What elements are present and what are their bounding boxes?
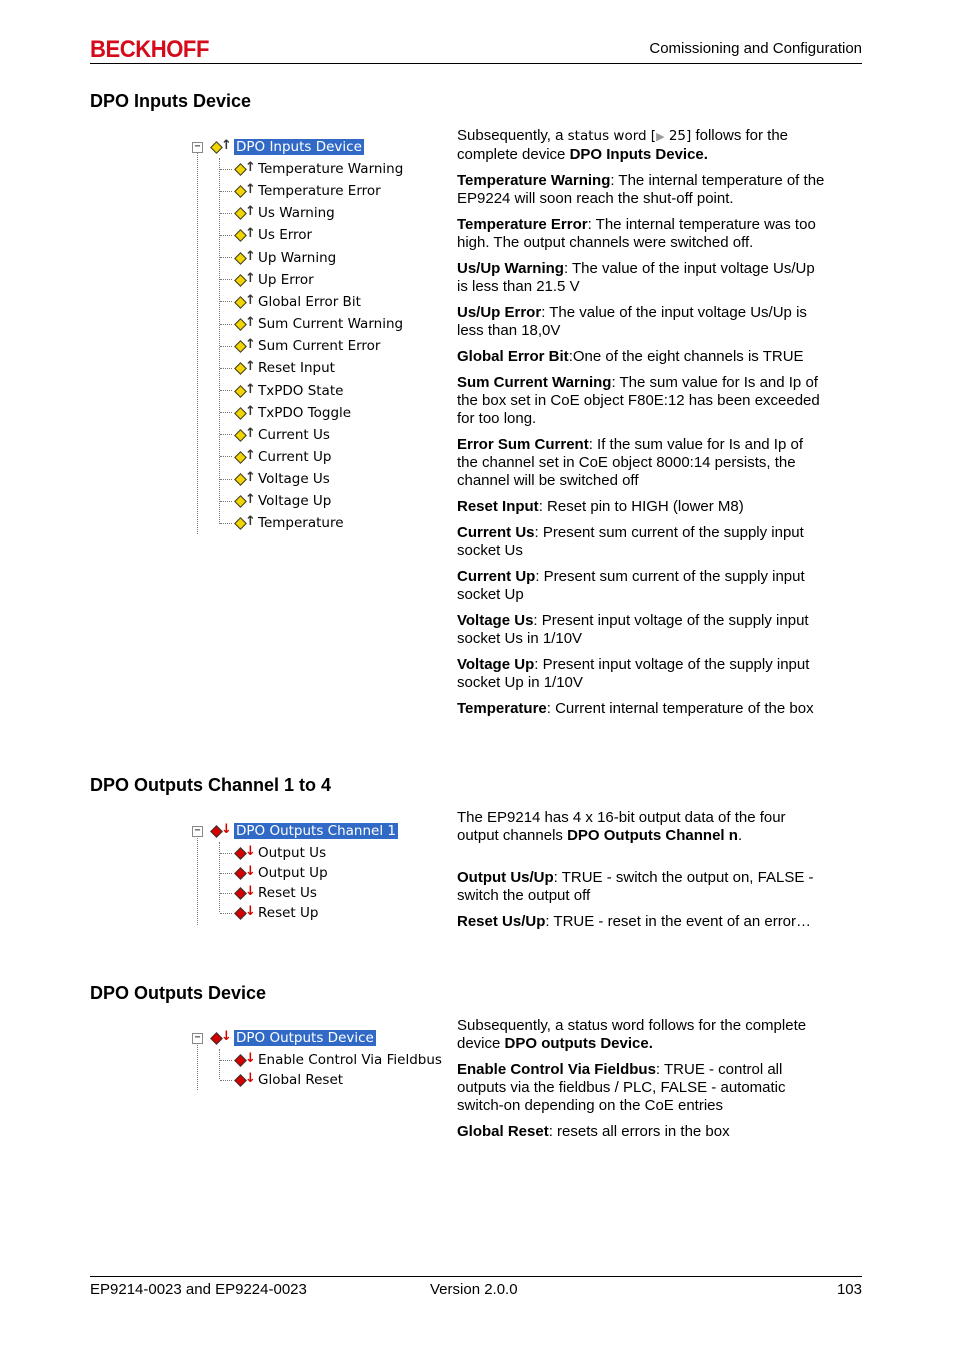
tree-item-label: Temperature Error bbox=[258, 183, 381, 200]
description-text: : If the sum value for Is and Ip of the channel set in CoE object 8000:14 persists, the channel will be switched off bbox=[457, 436, 803, 489]
tree-item-label: Us Warning bbox=[258, 205, 335, 222]
tree-item[interactable] bbox=[220, 203, 335, 223]
input-variable-icon: ↑ bbox=[234, 272, 256, 288]
tree-root-outputs[interactable] bbox=[210, 1028, 376, 1048]
tree-item-label: Enable Control Via Fieldbus bbox=[258, 1052, 442, 1068]
description-text: : resets all errors in the box bbox=[548, 1123, 730, 1140]
description-term: Voltage Us bbox=[457, 612, 534, 629]
tree-connector bbox=[220, 479, 232, 480]
description-term: Temperature Warning bbox=[457, 172, 611, 189]
status-word-link[interactable]: status word bbox=[567, 128, 647, 144]
tree-item-label: TxPDO Toggle bbox=[258, 404, 352, 421]
description-term: Output Us/Up bbox=[457, 869, 554, 886]
description-outputs bbox=[457, 1017, 827, 1149]
description-paragraph bbox=[457, 568, 827, 604]
link-arrow-icon: ▶ bbox=[656, 130, 665, 143]
tree-connector bbox=[220, 412, 232, 413]
description-paragraph bbox=[457, 348, 827, 366]
tree-item-label: Up Error bbox=[258, 271, 314, 288]
input-variable-icon: ↑ bbox=[234, 227, 256, 243]
tree-item[interactable] bbox=[220, 469, 330, 489]
input-variable-icon: ↑ bbox=[234, 338, 256, 354]
tree-item[interactable] bbox=[220, 381, 343, 401]
description-text: : TRUE - control all outputs via the fieldbus / PLC, FALSE - automatic switch-on depending on the CoE entries bbox=[457, 1061, 786, 1114]
description-paragraph bbox=[457, 498, 827, 516]
tree-item[interactable] bbox=[220, 903, 318, 923]
tree-item-label: Output Us bbox=[258, 845, 327, 861]
tree-item-label: Global Reset bbox=[258, 1072, 344, 1088]
output-variable-icon: ↓ bbox=[234, 885, 256, 901]
description-text: : Present input voltage of the supply input socket Up in 1/10V bbox=[457, 656, 810, 691]
output-variable-icon: ↓ bbox=[210, 1030, 232, 1046]
description-paragraph bbox=[457, 524, 827, 560]
tree-item-label: Current Up bbox=[258, 448, 332, 465]
section-heading-channel: DPO Outputs Channel 1 to 4 bbox=[90, 775, 332, 795]
description-inputs bbox=[457, 127, 827, 726]
intro-paragraph: Subsequently, a status word [▶ 25] follows for the complete device DPO Inputs Device. bbox=[457, 127, 789, 163]
tree-connector bbox=[220, 213, 232, 214]
input-variable-icon: ↑ bbox=[234, 471, 256, 487]
description-term: Global Reset bbox=[457, 1123, 549, 1140]
description-term: Error Sum Current bbox=[457, 436, 589, 453]
tree-root-inputs[interactable] bbox=[210, 137, 364, 157]
tree-item[interactable] bbox=[220, 883, 317, 903]
tree-item-label: Temperature Warning bbox=[258, 161, 404, 177]
description-paragraph bbox=[457, 1061, 827, 1115]
tree-item-label: Us Error bbox=[258, 227, 313, 244]
tree-connector bbox=[197, 835, 198, 925]
description-text: :One of the eight channels is TRUE bbox=[568, 348, 804, 365]
description-text: : The sum value for Is and Ip of the box set in CoE object F80E:12 has been exceeded for too long. bbox=[457, 374, 820, 427]
tree-item-label: TxPDO State bbox=[258, 382, 344, 399]
tree-item-label: Reset Us bbox=[258, 885, 317, 901]
tree-connector bbox=[220, 873, 232, 874]
description-paragraph bbox=[457, 374, 827, 428]
tree-item-label: Sum Current Warning bbox=[258, 316, 404, 333]
tree-item-label: Voltage Us bbox=[258, 471, 330, 488]
input-variable-icon: ↑ bbox=[234, 360, 256, 376]
input-variable-icon: ↑ bbox=[234, 316, 256, 332]
description-paragraph bbox=[457, 1123, 827, 1141]
tree-item-label: Up Warning bbox=[258, 249, 337, 266]
description-text: : The value of the input voltage Us/Up is less than 18,0V bbox=[457, 304, 807, 339]
description-paragraph bbox=[457, 869, 827, 905]
tree-root-label: DPO Outputs Device bbox=[236, 1030, 374, 1046]
tree-item[interactable] bbox=[220, 843, 326, 863]
header-divider bbox=[90, 63, 862, 64]
tree-item[interactable] bbox=[220, 863, 328, 883]
tree-connector bbox=[220, 434, 232, 435]
section-heading-inputs: DPO Inputs Device bbox=[90, 91, 252, 111]
page-ref[interactable]: 25 bbox=[668, 128, 687, 144]
input-variable-icon: ↑ bbox=[234, 294, 256, 310]
tree-item[interactable] bbox=[220, 1070, 343, 1090]
tree-item-label: Reset Up bbox=[258, 905, 319, 921]
description-term: Us/Up Error bbox=[457, 304, 542, 321]
description-text: : TRUE - switch the output on, FALSE - switch the output off bbox=[457, 869, 814, 904]
description-term: Us/Up Warning bbox=[457, 260, 564, 277]
tree-root-channel[interactable] bbox=[210, 821, 398, 841]
tree-item[interactable] bbox=[220, 358, 335, 378]
tree-connector bbox=[220, 390, 232, 391]
tree-item-label: Temperature bbox=[258, 515, 344, 532]
tree-item[interactable] bbox=[220, 447, 331, 467]
tree-item-label: Current Us bbox=[258, 426, 330, 443]
intro-paragraph: Subsequently, a status word follows for the complete device DPO outputs Device. bbox=[457, 1017, 807, 1052]
tree-connector bbox=[220, 456, 232, 457]
tree-connector bbox=[220, 235, 232, 236]
description-text: : The internal temperature was too high. The output channels were switched off. bbox=[457, 216, 816, 251]
footer-divider bbox=[90, 1276, 862, 1277]
collapse-icon[interactable]: − bbox=[192, 142, 203, 153]
description-paragraph bbox=[457, 304, 827, 340]
description-text: : TRUE - reset in the event of an error… bbox=[545, 913, 812, 930]
tree-item[interactable] bbox=[220, 491, 331, 511]
tree-connector bbox=[220, 523, 232, 524]
tree-connector bbox=[220, 1080, 232, 1081]
tree-item-label: Global Error Bit bbox=[258, 293, 361, 310]
description-text: : Present sum current of the supply input socket Us bbox=[457, 524, 804, 559]
input-variable-icon: ↑ bbox=[234, 449, 256, 465]
intro-paragraph: The EP9214 has 4 x 16-bit output data of the four output channels DPO Outputs Channel n. bbox=[457, 809, 786, 844]
description-paragraph bbox=[457, 700, 827, 718]
tree-connector bbox=[220, 257, 232, 258]
description-paragraph bbox=[457, 436, 827, 490]
tree-connector bbox=[220, 279, 232, 280]
tree-item[interactable] bbox=[220, 314, 403, 334]
description-term: Voltage Up bbox=[457, 656, 535, 673]
description-term: Temperature Error bbox=[457, 216, 588, 233]
tree-connector bbox=[220, 1060, 232, 1061]
input-variable-icon: ↑ bbox=[234, 405, 256, 421]
tree-root-label: DPO Inputs Device bbox=[236, 139, 362, 155]
tree-outputs bbox=[192, 1027, 442, 1097]
tree-item[interactable] bbox=[220, 181, 381, 201]
tree-connector bbox=[220, 346, 232, 347]
input-variable-icon: ↑ bbox=[234, 183, 256, 199]
tree-item[interactable] bbox=[220, 248, 336, 268]
output-variable-icon: ↓ bbox=[234, 845, 256, 861]
output-variable-icon: ↓ bbox=[234, 865, 256, 881]
input-variable-icon: ↑ bbox=[234, 493, 256, 509]
input-variable-icon: ↑ bbox=[210, 139, 232, 155]
input-variable-icon: ↑ bbox=[234, 427, 256, 443]
description-text: : Current internal temperature of the box bbox=[546, 700, 814, 717]
input-variable-icon: ↑ bbox=[234, 205, 256, 221]
tree-item-label: Voltage Up bbox=[258, 493, 332, 510]
section-heading-outputs: DPO Outputs Device bbox=[90, 983, 267, 1003]
beckhoff-logo: BECKHOFF bbox=[90, 36, 209, 63]
tree-connector bbox=[220, 853, 232, 854]
header-title: Comissioning and Configuration bbox=[649, 40, 862, 57]
output-variable-icon: ↓ bbox=[234, 1052, 256, 1068]
input-variable-icon: ↑ bbox=[234, 383, 256, 399]
description-paragraph bbox=[457, 612, 827, 648]
description-text: : Present sum current of the supply input socket Up bbox=[457, 568, 805, 603]
tree-connector bbox=[220, 191, 232, 192]
tree-inputs bbox=[192, 136, 422, 536]
description-term: Global Error Bit bbox=[457, 348, 569, 365]
tree-item[interactable] bbox=[220, 270, 314, 290]
tree-connector bbox=[220, 913, 232, 914]
description-term: Temperature bbox=[457, 700, 547, 717]
tree-channel bbox=[192, 820, 422, 930]
tree-item[interactable] bbox=[220, 403, 351, 423]
tree-item[interactable] bbox=[220, 513, 344, 533]
input-variable-icon: ↑ bbox=[234, 250, 256, 266]
input-variable-icon: ↑ bbox=[234, 161, 256, 177]
description-term: Reset Input bbox=[457, 498, 539, 515]
tree-item-label: Reset Input bbox=[258, 360, 335, 377]
description-text: : Reset pin to HIGH (lower M8) bbox=[538, 498, 744, 515]
description-paragraph bbox=[457, 172, 827, 208]
output-variable-icon: ↓ bbox=[210, 823, 232, 839]
description-text: : Present input voltage of the supply input socket Us in 1/10V bbox=[457, 612, 809, 647]
tree-item-label: Sum Current Error bbox=[258, 338, 381, 355]
tree-connector bbox=[220, 301, 232, 302]
tree-connector bbox=[197, 151, 198, 534]
description-term: Current Up bbox=[457, 568, 536, 585]
page-number: 103 bbox=[836, 1281, 862, 1298]
description-term: Sum Current Warning bbox=[457, 374, 612, 391]
tree-connector bbox=[220, 893, 232, 894]
footer-product: EP9214-0023 and EP9224-0023 bbox=[90, 1281, 307, 1298]
output-variable-icon: ↓ bbox=[234, 1072, 256, 1088]
description-paragraph bbox=[457, 913, 827, 931]
tree-connector bbox=[197, 1042, 198, 1090]
tree-item[interactable] bbox=[220, 225, 312, 245]
description-term: Enable Control Via Fieldbus bbox=[457, 1061, 656, 1078]
tree-connector bbox=[220, 324, 232, 325]
tree-item[interactable] bbox=[220, 336, 380, 356]
tree-item-label: Output Up bbox=[258, 865, 328, 881]
tree-item[interactable] bbox=[220, 159, 403, 179]
collapse-icon[interactable]: − bbox=[192, 1033, 203, 1044]
footer-version: Version 2.0.0 bbox=[430, 1281, 518, 1298]
tree-item[interactable] bbox=[220, 425, 330, 445]
description-term: Reset Us/Up bbox=[457, 913, 546, 930]
description-channel bbox=[457, 809, 827, 939]
output-variable-icon: ↓ bbox=[234, 905, 256, 921]
tree-item[interactable] bbox=[220, 1050, 442, 1070]
description-paragraph bbox=[457, 260, 827, 296]
collapse-icon[interactable]: − bbox=[192, 826, 203, 837]
tree-item[interactable] bbox=[220, 292, 361, 312]
tree-connector bbox=[220, 169, 232, 170]
description-term: Current Us bbox=[457, 524, 535, 541]
tree-connector bbox=[220, 368, 232, 369]
description-paragraph bbox=[457, 216, 827, 252]
description-text: : The value of the input voltage Us/Up is less than 21.5 V bbox=[457, 260, 815, 295]
input-variable-icon: ↑ bbox=[234, 515, 256, 531]
tree-connector bbox=[220, 501, 232, 502]
tree-root-label: DPO Outputs Channel 1 bbox=[236, 823, 396, 839]
description-text: : The internal temperature of the EP9224 will soon reach the shut-off point. bbox=[457, 172, 825, 207]
description-paragraph bbox=[457, 656, 827, 692]
